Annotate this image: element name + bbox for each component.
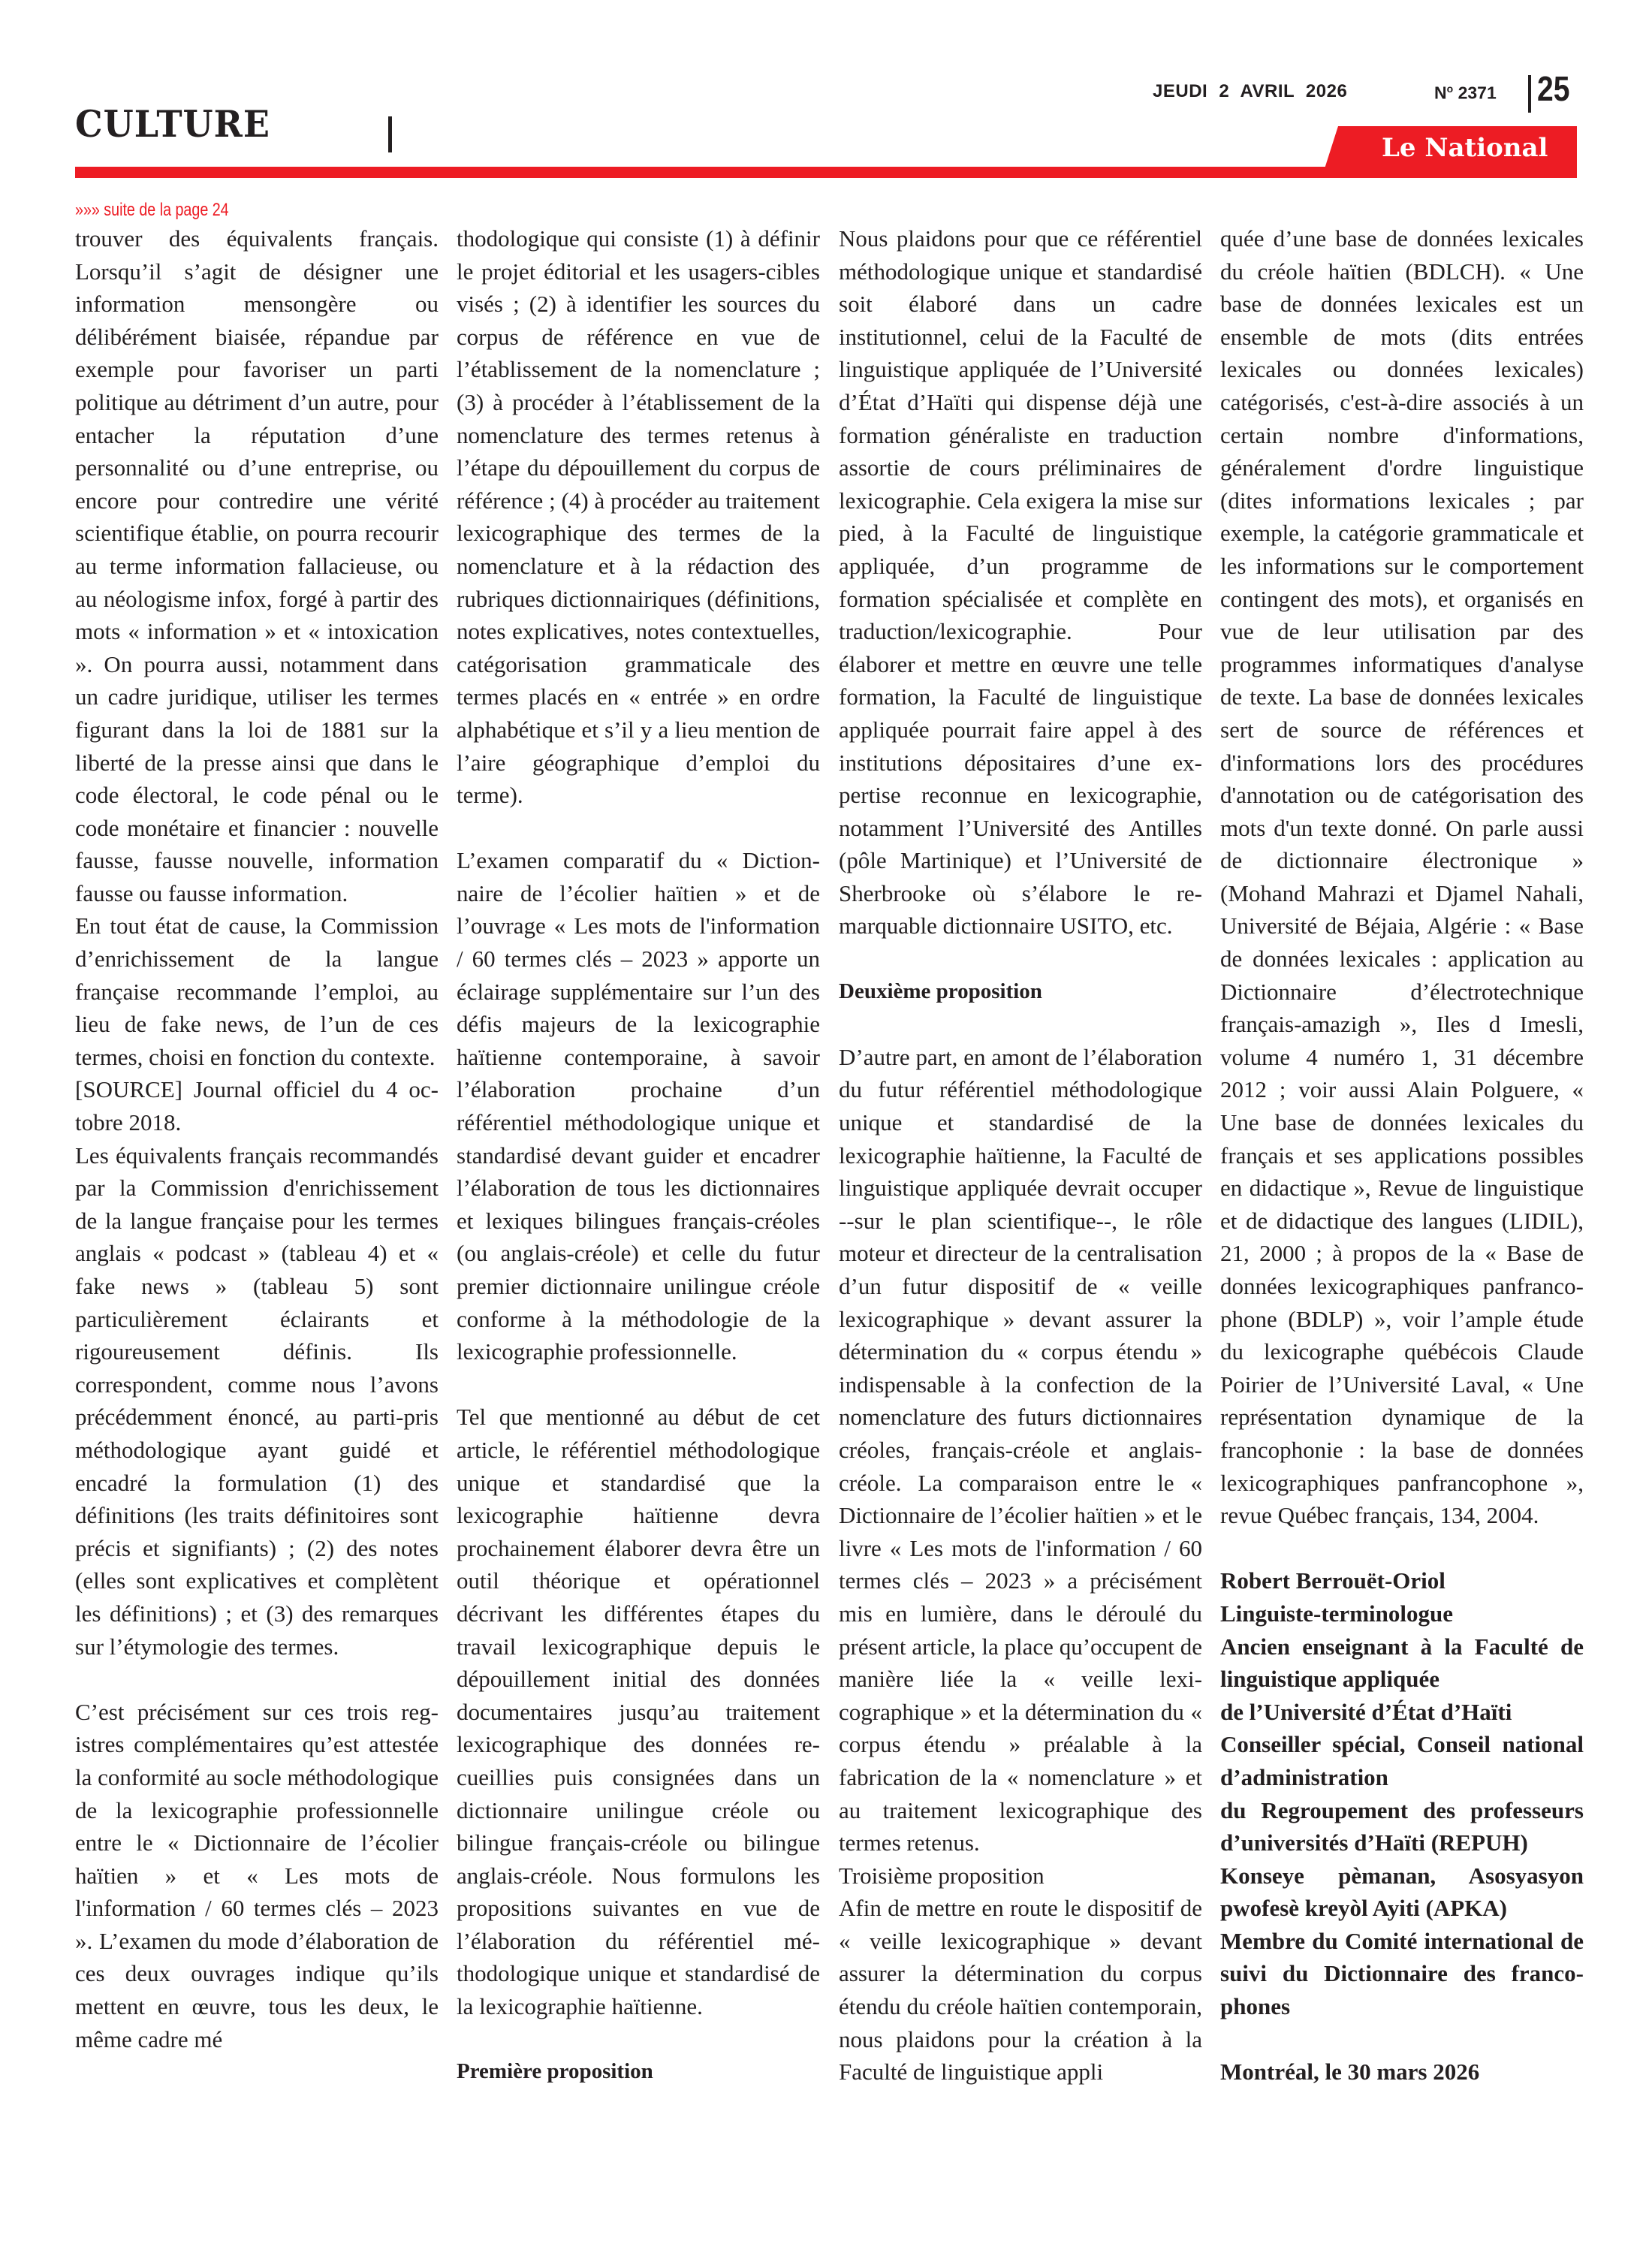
section-title: CULTURE [75,102,270,146]
paragraph: Les équivalents français recommandés par la Commission d'enrichissement de la langue française pour les termes anglais « podcast » (tableau 4) et « fake news » (tableau 5) sont particulièrement éclairants et rigoureusement définis. Ils correspondent, comme nous l’avons précédemment énoncé, au parti-pris méthodologique ayant guidé et encadré la formulation (1) des définitions (les traits définitoires sont précis et signifiants) ; (2) des notes (elles sont explicatives et complètent les définitions) ; et (3) des remarques sur l’étymologie des termes. [75,1142,439,1660]
paragraph: Afin de mettre en route le dispositif de « veille lexicographique » devant assurer la détermination du corpus étendu du créole haïtien contemporain, nous plaidons pour la création à la Faculté de linguistique appli [839,1895,1202,2086]
author-affiliation: de l’Université d’État d’Haïti [1220,1698,1512,1725]
article-column-4 [1220,222,1584,2089]
issue-prefix: N [1434,83,1447,103]
paragraph: quée d’une base de données lexicales du créole haïtien (BDLCH). « Une base de données lexicales est un ensemble de mots (dits entrées lexicales ou données lexicales) catégorisés, c'est-à-dire associés à un certain nombre d'informations, généralement d'ordre linguistique (dites informations lexicales ; par exemple, la catégorie grammaticale et les informations sur le comportement contingent des mots), et organisés en vue de leur utilisation par des programmes informatiques d'analyse de texte. La base de données lexicales sert de source de références et d'informations lors des procédures d'annotation ou de catégorisation des mots d'un texte donné. On parle aussi de dictionnaire électronique » (Mohand Mahrazi et Djamel Nahali, Université de Béjaia, Algérie : « Base de données lexicales : application au Dictionnaire d’électrotechnique français-amazigh », Iles d Imesli, volume 4 numéro 1, 31 décembre 2012 ; voir aussi Alain Polguere, « Une base de données lexicales du français et ses applications possibles en didactique », Revue de linguistique et de didactique des langues (LIDIL), 21, 2000 ; à propos de la « Base de données lexicographiques panfrancophone (BDLP) », voir l’ample étude du lexicographe québécois Claude Poirier de l’Université Laval, « Une représentation dynamique de la francophonie : la base de données lexicographiques panfrancophone », revue Québec français, 134, 2004. [1220,225,1584,1529]
paragraph: C’est précisément sur ces trois registres complémentaires qu’est attestée la conformité au socle méthodologique de la lexicographie professionnelle entre le « Dictionnaire de l’écolier haïtien » et « Les mots de l'information / 60 termes clés – 2023 ». L’examen du mode d’élaboration de ces deux ouvrages indique qu’ils mettent en œuvre, tous les deux, le même cadre mé [75,1698,439,2052]
author-affiliation: Membre du Comité international de suivi du Dictionnaire des francophones [1220,1927,1584,2020]
issue-value: 2371 [1458,83,1497,103]
page-number-divider [1528,75,1531,113]
author-affiliation: Konseye pèmanan, Asosyasyon pwofesè kreyòl Ayiti (APKA) [1220,1862,1584,1922]
issue-number [1434,83,1497,104]
paragraph: Nous plaidons pour que ce référentiel méthodologique unique et standardisé soit élaboré dans un cadre institutionnel, celui de la Faculté de linguistique appliquée de l’Université d’État d’Haïti qui dispense déjà une formation généraliste en traduction assortie de cours préliminaires de lexicographie. Cela exigera la mise sur pied, à la Faculté de linguistique appliquée, d’un programme de formation spécialisée et complète en traduction/lexicographie. Pour élaborer et mettre en œuvre une telle formation, la Faculté de linguistique appliquée pourrait faire appel à des institutions dépositaires d’une expertise reconnue en lexicographie, notamment l’Université des Antilles (pôle Martinique) et l’Université de Sherbrooke où s’élabore le remarquable dictionnaire USITO, etc. [839,225,1202,940]
paragraph-gap [1220,1532,1584,1565]
paragraph-gap [457,2023,820,2056]
paragraph: Tel que mentionné au début de cet article, le référentiel méthodologique unique et standardisé que la lexicographie haïtienne devra prochainement élaborer devra être un outil théorique et opérationnel décrivant les différentes étapes du travail lexicographique depuis le dépouillement initial des données documentaires jusqu’au traitement lexicographique des données recueillies puis consignées dans un dictionnaire unilingue créole ou bilingue français-créole ou bilingue anglais-créole. Nous formulons les propositions suivantes en vue de l’élaboration du référentiel méthodologique unique et standardisé de la lexicographie haïtienne. [457,1404,820,2020]
author-name: Robert Berrouët-Oriol [1220,1567,1446,1594]
title-divider [388,116,392,152]
paragraph: [SOURCE] Journal officiel du 4 octobre 2018. [75,1076,439,1136]
paragraph-gap [1220,2023,1584,2056]
author-affiliation: Ancien enseignant à la Faculté de linguistique appliquée [1220,1633,1584,1693]
continued-from-link[interactable]: »»» suite de la page 24 [75,200,229,220]
issue-date: JEUDI 2 AVRIL 2026 [1153,81,1348,101]
issue-sup: o [1446,83,1454,95]
author-affiliation: Conseiller spécial, Conseil national d’administration [1220,1731,1584,1790]
article-column-1 [75,222,439,2055]
article-column-3 [839,222,1202,2089]
paragraph: En tout état de cause, la Commission d’enrichissement de la langue française recommande l’emploi, au lieu de fake news, de l’un de ces termes, choisi en fonction du contexte. [75,912,439,1070]
paragraph: L’examen comparatif du « Dictionnaire de l’écolier haïtien » et de l’ouvrage « Les mots de l'information / 60 termes clés – 2023 » apporte un éclairage supplémentaire sur l’un des défis majeurs de la lexicographie haïtienne contemporaine, à savoir l’élaboration prochaine d’un référentiel méthodologique unique et standardisé devant guider et encadrer l’élaboration de tous les dictionnaires et lexiques bilingues français-créoles (ou anglais-créole) et celle du futur premier dictionnaire unilingue créole conforme à la méthodologie de la lexicographie professionnelle. [457,847,820,1365]
paragraph-gap [839,943,1202,976]
brand-logo: Le National [1382,133,1548,163]
paragraph-gap [75,1663,439,1696]
place-and-date: Montréal, le 30 mars 2026 [1220,2058,1480,2086]
paragraph: thodologique qui consiste (1) à définir le projet éditorial et les usagers-cibles visés ; (2) à identifier les sources du corpus de référence en vue de l’établissement de la nomenclature ; (3) à procéder à l’établissement de la nomenclature des termes retenus à l’étape du dépouillement du corpus de référence ; (4) à procéder au traitement lexicographique des termes de la nomenclature et à la rédaction des rubriques dictionnairiques (définitions, notes explicatives, notes contextuelles, catégorisation grammaticale des termes placés en « entrée » en ordre alphabétique et s’il y a lieu mention de l’aire géographique d’emploi du terme). [457,225,820,809]
paragraph: trouver des équivalents français. Lorsqu’il s’agit de désigner une information mensongère ou délibérément biaisée, répandue par exemple pour favoriser un parti politique au détriment d’un autre, pour entacher la réputation d’une personnalité ou d’une entreprise, ou encore pour contredire une vérité scientifique établie, on pourra recourir au terme information fallacieuse, ou au néologisme infox, forgé à partir des mots « information » et « intoxication ». On pourra aussi, notamment dans un cadre juridique, utiliser les termes figurant dans la loi de 1881 sur la liberté de la presse ainsi que dans le code électoral, le code pénal ou le code monétaire et financier : nouvelle fausse, fausse nouvelle, information fausse ou fausse information. [75,225,439,906]
paragraph: D’autre part, en amont de l’élaboration du futur référentiel méthodologique unique et standardisé de la lexicographie haïtienne, la Faculté de linguistique appliquée devrait occuper --sur le plan scientifique--, le rôle moteur et directeur de la centralisation d’un futur dispositif de « veille lexicographique » devant assurer la détermination du « corpus étendu » indispensable à la confection de la nomenclature des futurs dictionnaires créoles, français-créole et anglais-créole. La comparaison entre le « Dictionnaire de l’écolier haïtien » et le livre « Les mots de l'information / 60 termes clés – 2023 » a précisément mis en lumière, dans le déroulé du présent article, la place qu’occupent de manière liée la « veille lexicographique » et la détermination du « corpus étendu » préalable à la fabrication de la « nomenclature » et au traitement lexicographique des termes retenus. [839,1043,1202,1856]
subheading-third-proposal: Troisième proposition [839,1862,1045,1889]
page-number: 25 [1537,69,1570,108]
author-title: Linguiste-terminologue [1220,1600,1453,1627]
paragraph-gap [457,812,820,845]
subheading-first-proposal: Première proposition [457,2059,653,2084]
author-signature [1220,1564,1584,2089]
subheading-second-proposal: Deuxième proposition [839,979,1042,1003]
paragraph-gap [839,1008,1202,1041]
author-affiliation: du Regroupement des professeurs d’universités d’Haïti (REPUH) [1220,1796,1584,1856]
paragraph-gap [457,1368,820,1401]
article-column-2 [457,222,820,2089]
